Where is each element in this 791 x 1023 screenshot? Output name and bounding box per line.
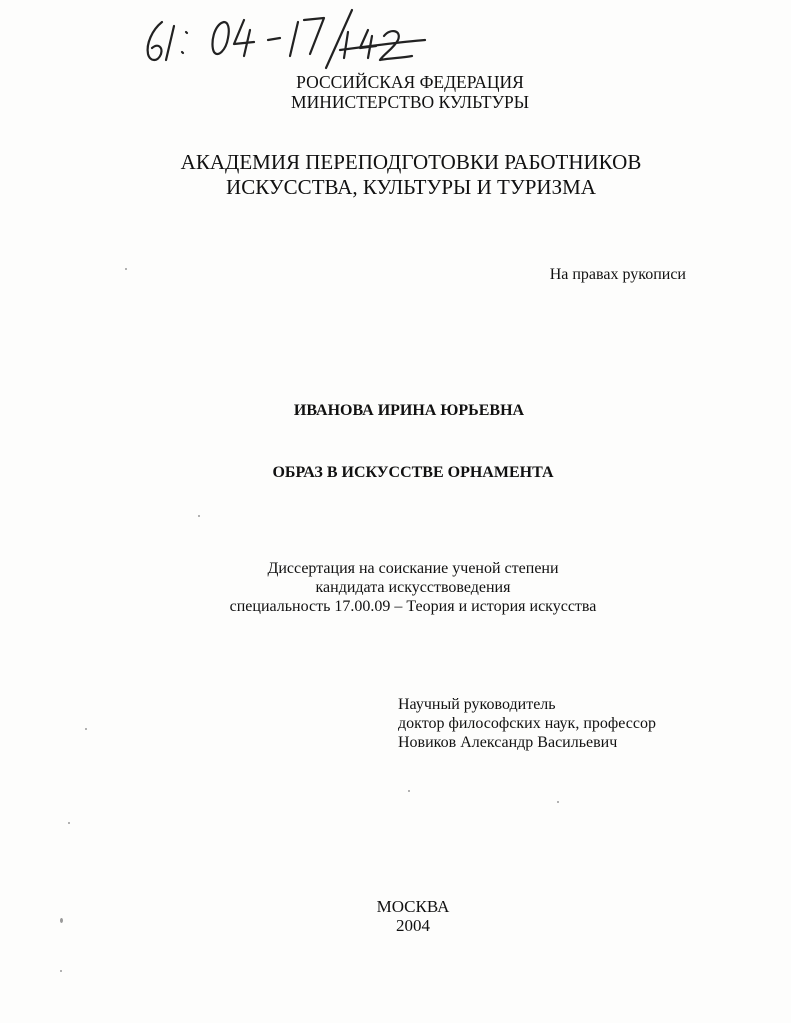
- footer-block: [0, 897, 791, 935]
- scan-speck: [125, 268, 127, 270]
- handwritten-catalog-code: [140, 8, 430, 70]
- supervisor-name: Новиков Александр Васильевич: [398, 734, 618, 751]
- dissertation-line-1: Диссертация на соискание ученой степени: [267, 560, 559, 577]
- academy-line-2: ИСКУССТВА, КУЛЬТУРЫ И ТУРИЗМА: [226, 175, 596, 199]
- scan-speck: [68, 822, 70, 824]
- author-name: ИВАНОВА ИРИНА ЮРЬЕВНА: [293, 402, 525, 419]
- city-name: МОСКВА: [376, 897, 450, 916]
- dissertation-line-3: специальность 17.00.09 – Теория и история искусства: [229, 598, 597, 615]
- ministry-name: МИНИСТЕРСТВО КУЛЬТУРЫ: [291, 92, 529, 112]
- country-name: РОССИЙСКАЯ ФЕДЕРАЦИЯ: [296, 72, 524, 92]
- scan-speck: [85, 728, 87, 730]
- scan-speck: [60, 918, 63, 923]
- year: 2004: [396, 916, 430, 935]
- academy-block: [0, 150, 791, 200]
- supervisor-role: Научный руководитель: [398, 696, 556, 713]
- manuscript-rights-note: На правах рукописи: [549, 266, 686, 283]
- scan-speck: [408, 790, 410, 792]
- handwritten-code-drawing: [140, 8, 430, 70]
- scan-speck: [198, 515, 200, 517]
- header-block: [0, 72, 791, 112]
- dissertation-info: [0, 559, 791, 616]
- supervisor-degree: доктор философских наук, профессор: [398, 715, 656, 732]
- scan-speck: [557, 801, 559, 803]
- dissertation-title: ОБРАЗ В ИСКУССТВЕ ОРНАМЕНТА: [272, 464, 554, 481]
- supervisor-block: [398, 695, 656, 752]
- scan-speck: [60, 970, 62, 972]
- academy-line-1: АКАДЕМИЯ ПЕРЕПОДГОТОВКИ РАБОТНИКОВ: [180, 150, 642, 174]
- dissertation-line-2: кандидата искусствоведения: [315, 579, 511, 596]
